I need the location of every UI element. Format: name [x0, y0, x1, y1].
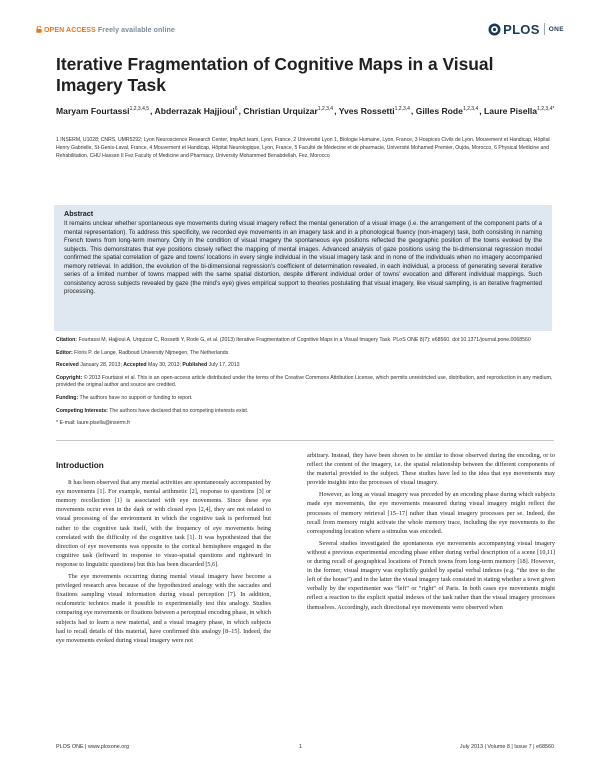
- author-list: Maryam Fourtassi$^{1,2,3,4,5}$, Abderrazak Hajjioui$^6$, Christian Urquizar$^{1,2,3,4}$, Yves Rossetti$^{1,2,3,4}$, Gilles Rode$^{1,2,3,4}$, Laure Pisella$^{1,2,3,4*}$: [56, 106, 555, 116]
- author-affiliation-marker: 1,2,3,4*: [537, 106, 555, 112]
- author: [416, 106, 480, 116]
- affiliations: 1 INSERM, U1028; CNRS, UMR5292; Lyon Neuroscience Research Center, ImpAct team, Lyon, France, 2 Université Lyon 1, Biologie Humaine, Lyon, France, 3 Hospices Civils de Lyon, Mouvement et Handicap, Hôpital Henry Gabrielle, St-Genis-Laval, France, 4 Mouvement et Handicap, Hôpital Neurologique, Lyon, France, 5 Faculté de Médecine et de pharmacie, Université Mohamed Premier, Oujda, Morocco, 6 Physical Medicine and Rehabilitation, CHU Hassan II Fez Faculty of Medicine and Pharmacy, University Mohammed Benabdellah, Fez, Morocco: [56, 137, 550, 160]
- received-label: Received: [56, 362, 79, 369]
- author-name: Maryam Fourtassi: [56, 106, 130, 116]
- paragraph: Several studies investigated the spontaneous eye movements accompanying visual imagery without a previous experimental encoding phase either during verbal description of a scene [10,11] or during recall of geographical locations of French towns from long-term memory [18]. However, in the former, visual imagery was explicitly guided by spatial verbal indexes (e.g. “the tree to the left of the house”) and in the latter the visual imagery task consisted in stating whether a town given verbally by the experimenter was “left” or “right” of Paris. In both cases eye movements might reflect a reaction to the explicit spatial indexes of the task rather than the visual imagery processes themselves. Accordingly, such directional eye movements were observed when: [307, 539, 555, 611]
- citation-label: Citation:: [56, 337, 78, 343]
- paragraph: arbitrary. Instead, they have been shown to be similar to those observed during the encoding, or to reflect the content of the imagery, i.e. the spatial relationship between the different components of the material provided to the subject. These studies have led to the idea that eye movements may provide insights into the processes of visual imagery.: [307, 452, 555, 487]
- copyright: [56, 375, 556, 389]
- author: [484, 106, 555, 116]
- competing-interests: [56, 408, 556, 415]
- page-number: 1: [299, 744, 302, 750]
- funding: [56, 395, 556, 402]
- abstract-heading: Abstract: [64, 209, 94, 218]
- author: [56, 106, 150, 116]
- open-label: OPEN: [44, 27, 65, 34]
- author-affiliation-marker: 1,2,3,4: [317, 106, 334, 112]
- author-name: Laure Pisella: [484, 106, 538, 116]
- footer-journal: PLOS ONE | www.plosone.org: [56, 744, 130, 750]
- accepted-label: Accepted: [123, 362, 147, 369]
- section-divider: [56, 440, 554, 441]
- plos-wordmark: PLOS: [503, 21, 540, 37]
- abstract-box: [54, 205, 552, 331]
- accepted-date: May 30, 2013;: [148, 362, 181, 369]
- introduction-heading: Introduction: [56, 461, 104, 470]
- author-name: Gilles Rode: [415, 106, 463, 116]
- corresponding-email: * E-mail: laure.pisella@inserm.fr: [56, 420, 131, 427]
- paragraph: The eye movements occurring during mental visual imagery have become a privileged research area because of the hypothesized analogy with the saccades and fixations sampling visual information during visual perception [7]. In addition, oculometric technics made it possible to experimentally test this analogy. Studies comparing eye movements or fixations between a perceptual encoding phase, in which subjects had to learn a new material, and a visual imagery phase, in which subjects had to recall details of this material, have confirmed this analogy [8–15]. Indeed, the eye movements evoked during visual imagery were not: [56, 573, 271, 644]
- author-affiliation-marker: 1,2,3,4: [394, 106, 410, 112]
- competing-text: The authors have declared that no competing interests exist.: [109, 407, 249, 414]
- logo-divider: [544, 23, 545, 35]
- paragraph: However, as long as visual imagery was preceded by an encoding phase during which subjects made eye movements, the eye movements measured during visual imagery might reflect the processes of memory retrieval [15–17] rather than visual imagery processes per se. Indeed, the recall from memory might activate the whole memory trace, including the eye movements to the corresponding location where a stimulus was encoded.: [307, 491, 555, 535]
- author-affiliation-marker: 1,2,3,4,5: [129, 106, 150, 112]
- footer-issue: July 2013 | Volume 8 | Issue 7 | e68560: [459, 744, 554, 750]
- plos-one-logo: [488, 20, 564, 38]
- editor-label: Editor:: [56, 349, 73, 356]
- dates: [56, 362, 556, 369]
- body-column-left: [56, 461, 271, 648]
- author-name: Christian Urquizar: [243, 106, 318, 116]
- access-label: ACCESS: [66, 27, 96, 34]
- plos-logo-icon: [488, 23, 501, 36]
- author: [243, 106, 334, 116]
- published-date: July 17, 2013: [208, 362, 240, 369]
- author-affiliation-marker: 1,2,3,4: [462, 106, 479, 112]
- funding-label: Funding:: [56, 395, 79, 402]
- author: [155, 106, 239, 116]
- open-access-badge: [36, 26, 175, 34]
- article-title: Iterative Fragmentation of Cognitive Maps in a Visual Imagery Task: [56, 54, 494, 95]
- abstract-text: It remains unclear whether spontaneous eye movements during visual imagery reflect the mental generation of a visual image (i.e. the arrangement of the component parts of a mental representation). To address this specificity, we recorded eye movements in an imagery task and in a phonological fluency (non-imagery) task, both consisting in naming French towns from long-term memory. Only in the condition of visual imagery the spontaneous eye positions reflected the geographic position of the towns evoked by the subjects. This demonstrates that eye positions closely reflect the mapping of mental images. Advanced analysis of gaze positions using the bi-dimensional regression model confirmed the spatial correlation of gaze and towns’ locations in every single individual in the visual imagery task and in none of the individuals when no imagery accompanied memory retrieval. In addition, the evolution of the bi-dimensional regression’s coefficient of determination revealed, in each individual, a process of generating several iterative series of a limited number of towns mapped with the same spatial distortion, despite different individual order of towns’ evocation and different individual mappings. Such consistency across subjects revealed by gaze (the mind’s eye) gives empirical support to theories postulating that visual imagery, like visual sampling, is an iterative fragmented processing.: [64, 220, 542, 295]
- published-label: Published: [182, 362, 208, 369]
- copyright-text: © 2013 Fourtassi et al. This is an open-access article distributed under the terms of the Creative Commons Attribution License, which permits unrestricted use, distribution, and reproduction in any medium, provided the original author and source are credited.: [56, 375, 553, 389]
- paragraph: It has been observed that any mental activities are spontaneously accompanied by eye movements [1]. For example, mental arithmetic [2], response to questions [3] or memory recollection [1] is associated with eye movements. Since these eye movements occur even in the dark or with closed eyes [2,4], they are not related to visual processing of the environment in which the cognitive task is performed but rather to the cognitive task itself, with the frequency of eye movements being correlated with the difficulty of the cognitive task [1]. It was hypothesized that the direction of eye movements was opposite to the cortical hemisphere engaged in the cognitive task (leftward in response to visuo-spatial questions and rightward in response to linguistic questions) but this has been discarded [5,6].: [56, 479, 271, 568]
- article-metadata: [56, 337, 556, 433]
- received-date: January 28, 2013;: [80, 362, 122, 369]
- freely-available-label: Freely available online: [97, 27, 175, 34]
- author-affiliation-marker: 6: [234, 106, 238, 112]
- citation: [56, 337, 556, 344]
- author-name: Yves Rossetti: [338, 106, 395, 116]
- author: [339, 106, 411, 116]
- copyright-label: Copyright:: [56, 375, 83, 382]
- editor-text: Floris P. de Lange, Radboud University Nijmegen, The Netherlands: [74, 349, 229, 356]
- editor: [56, 350, 556, 357]
- author-name: Abderrazak Hajjioui: [154, 106, 235, 116]
- competing-label: Competing Interests:: [56, 407, 108, 414]
- open-lock-icon: [36, 26, 42, 33]
- journal-header: [36, 20, 564, 42]
- citation-text: Fourtassi M, Hajjioui A, Urquizar C, Rossetti Y, Rode G, et al. (2013) Iterative Fragmentation of Cognitive Maps in a Visual Imagery Task. PLoS ONE 8(7): e68560. doi:10.1371/journal.pone.0068560: [78, 337, 531, 343]
- funding-text: The authors have no support or funding to report.: [79, 395, 193, 402]
- body-column-right: [307, 451, 555, 615]
- one-wordmark: ONE: [548, 25, 564, 33]
